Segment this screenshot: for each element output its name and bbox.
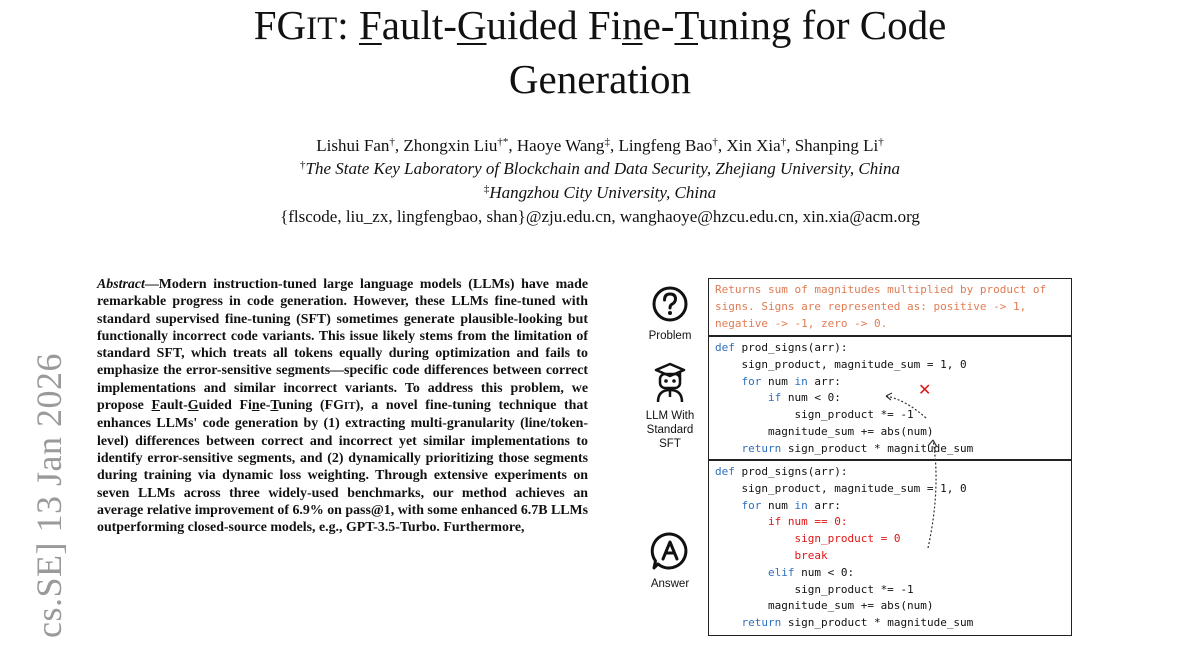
code-line: elif num < 0:	[767, 565, 855, 579]
code-line: for num in arr:	[741, 374, 841, 388]
code-line: def prod_signs(arr):	[715, 341, 848, 354]
code-line: if num < 0:	[767, 391, 841, 405]
answer-label: Answer	[650, 578, 690, 590]
code-line: break	[794, 548, 828, 562]
code-line: return sign_product * magnitude_sum	[741, 616, 974, 630]
arrow-answer-to-sft	[928, 440, 936, 548]
abstract-label: Abstract	[97, 277, 145, 292]
affiliation-hzcu: ‡Hangzhou City University, China	[483, 183, 717, 202]
paper-title-line2: Generation	[508, 56, 692, 102]
code-line: magnitude_sum += abs(num)	[715, 599, 934, 613]
code-line: sign_product *= -1	[715, 408, 914, 422]
code-line: if num == 0:	[767, 515, 848, 529]
paper-title	[0, 0, 1200, 104]
problem-description-box: Returns sum of magnitudes multiplied by product of signs. Signs are represented as: positive -> 1, negative -> -1, zero -> 0.	[708, 278, 1072, 336]
code-line: sign_product, magnitude_sum = 1, 0	[715, 481, 967, 495]
code-line: sign_product, magnitude_sum = 1, 0	[715, 357, 967, 371]
code-line: magnitude_sum += abs(num)	[715, 424, 934, 438]
arxiv-stamp: cs.SE] 13 Jan 2026	[29, 353, 69, 638]
abstract: Abstract—Modern instruction-tuned large language models (LLMs) have made remarkable progress in code generation. However, these LLMs fine-tuned with standard supervised fine-tuning (SFT) sometimes generate plausible-looking but functionally incorrect code variants. This issue likely stems from the limitation of standard SFT, which treats all tokens equally during optimization and fails to emphasize the error-sensitive segments—specific code differences between correct implementations and similar incorrect variants. To address this problem, we propose Fault-Guided Fine-Tuning (FGIT), a novel fine-tuning technique that enhances LLMs' code generation by (1) extracting multi-granularity (line/token-level) differences between correct and incorrect yet similar implementations to identify error-sensitive segments, and (2) dynamically prioritizing those segments during training via dynamic loss weighting. Through extensive experiments on seven LLMs across three widely-used benchmarks, our method achieves an average relative improvement of 6.9% on pass@1, with some enhanced 6.7B LLMs outperforming closed-source models, e.g., GPT-3.5-Turbo. Furthermore,	[97, 277, 588, 536]
author: Shanping Li†	[794, 136, 884, 155]
paper-title-line1: FGIT: Fault-Guided Fine-Tuning for Code	[253, 2, 947, 48]
problem-label: Problem	[648, 330, 692, 342]
author: Xin Xia†	[726, 136, 787, 155]
code-line: return sign_product * magnitude_sum	[741, 441, 974, 455]
error-mark: ✕	[918, 380, 932, 399]
llm-sft-label-2: Standard SFT	[646, 424, 694, 450]
llm-sft-label-1: LLM With	[645, 410, 695, 422]
author: Zhongxin Liu†*	[403, 136, 509, 155]
author-list: Lishui Fan†, Zhongxin Liu†*, Haoye Wang‡, Lingfeng Bao†, Xin Xia†, Shanping Li†	[316, 136, 884, 155]
author: Lingfeng Bao†	[618, 136, 718, 155]
code-line: def prod_signs(arr):	[715, 465, 848, 478]
affiliation-zju: †The State Key Laboratory of Blockchain and Data Security, Zhejiang University, China	[300, 159, 900, 178]
code-line: for num in arr:	[741, 498, 841, 512]
author-emails: {flscode, liu_zx, lingfengbao, shan}@zju.edu.cn, wanghaoye@hzcu.edu.cn, xin.xia@acm.org	[280, 207, 920, 226]
author: Haoye Wang‡	[516, 136, 610, 155]
code-line: sign_product = 0	[794, 532, 901, 546]
arrow-sft-condition	[886, 396, 926, 418]
author: Lishui Fan†	[316, 136, 395, 155]
motivating-example-figure	[636, 278, 1080, 640]
diff-arrows	[636, 278, 1080, 640]
code-line: sign_product *= -1	[715, 582, 914, 596]
